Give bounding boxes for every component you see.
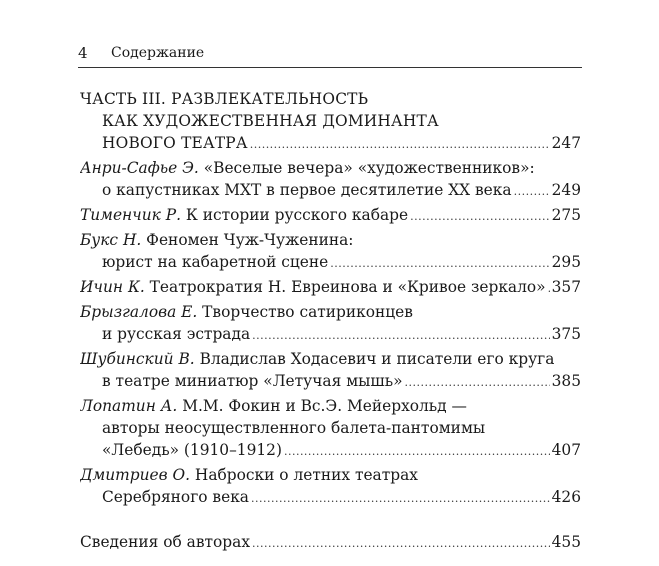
entry-title: М.М. Фокин и Вс.Э. Мейерхольд — (182, 397, 467, 415)
entry-title: авторы неосуществленного балета-пантомимы (102, 419, 486, 437)
page-ref: 295 (551, 253, 581, 271)
toc-entry-line (80, 486, 581, 508)
entry-title: о капустниках МХТ в первое десятилетие XX века (102, 181, 512, 199)
entry-title: Наброски о летних театрах (194, 466, 418, 484)
page-ref: 407 (551, 441, 581, 459)
part-heading-line3: НОВОГО ТЕАТРА (102, 134, 248, 152)
dot-leader (250, 134, 550, 154)
entry-title: Творчество сатириконцев (202, 303, 413, 321)
entry-author: Тименчик Р. (80, 206, 182, 224)
part-heading-line2: КАК ХУДОЖЕСТВЕННАЯ ДОМИНАНТА (102, 112, 439, 130)
page-ref: 249 (551, 181, 581, 199)
toc-entry-line (80, 531, 581, 553)
dot-leader (405, 372, 550, 392)
entry-title: Театрократия Н. Евреинова и «Кривое зеркало» (149, 278, 546, 296)
toc-entry-line (80, 439, 581, 461)
entry-title: «Лебедь» (1910–1912) (102, 441, 282, 459)
entry-title: в театре миниатюр «Летучая мышь» (102, 372, 403, 390)
entry-title: Серебряного века (102, 488, 249, 506)
page-ref: 385 (551, 372, 581, 390)
toc-entry-line (80, 157, 581, 179)
entry-title: Феномен Чуж-Чуженина: (146, 231, 354, 249)
page-ref: 275 (551, 206, 581, 224)
entry-title: Сведения об авторах (80, 533, 251, 551)
entry-title: юрист на кабаретной сцене (102, 253, 329, 271)
toc-entry-line (80, 417, 581, 439)
page-ref: 247 (551, 134, 581, 152)
dot-leader (410, 206, 550, 226)
dot-leader (251, 488, 550, 508)
page-number: 4 (78, 44, 88, 62)
header-rule (78, 67, 582, 68)
running-header (78, 44, 582, 68)
dot-leader (252, 325, 549, 345)
dot-leader (284, 441, 550, 461)
entry-title: Владислав Ходасевич и писатели его круга (199, 350, 555, 368)
table-of-contents (80, 88, 581, 553)
entry-author: Брызгалова Е. (80, 303, 198, 321)
toc-entry-line (80, 229, 581, 251)
dot-leader (548, 278, 550, 298)
page-ref: 455 (551, 533, 581, 551)
toc-entry-line (80, 323, 581, 345)
toc-entry-line (80, 301, 581, 323)
page-ref: 426 (551, 488, 581, 506)
toc-entry-line (80, 370, 581, 392)
toc-entry-line (80, 395, 581, 417)
page-ref: 375 (551, 325, 581, 343)
page-ref: 357 (551, 278, 581, 296)
entry-author: Букс Н. (80, 231, 142, 249)
entry-author: Анри-Сафье Э. (80, 159, 199, 177)
entry-title: «Веселые вечера» «художественников»: (203, 159, 535, 177)
dot-leader (252, 533, 550, 553)
entry-author: Дмитриев О. (80, 466, 191, 484)
toc-entry-line (80, 251, 581, 273)
toc-entry-line (80, 204, 581, 226)
entry-title: и русская эстрада (102, 325, 251, 343)
entry-author: Шубинский В. (80, 350, 195, 368)
part-heading-line1: ЧАСТЬ III. РАЗВЛЕКАТЕЛЬНОСТЬ (80, 90, 369, 108)
toc-entry-line (80, 276, 581, 298)
toc-entry-line (80, 348, 581, 370)
dot-leader (330, 253, 549, 273)
entry-title: К истории русского кабаре (185, 206, 409, 224)
dot-leader (514, 181, 550, 201)
running-title: Содержание (111, 45, 205, 61)
entry-author: Ичин К. (80, 278, 145, 296)
toc-entry-line (80, 179, 581, 201)
toc-entry-line (80, 464, 581, 486)
entry-author: Лопатин А. (80, 397, 178, 415)
toc-entry-line (80, 132, 581, 154)
